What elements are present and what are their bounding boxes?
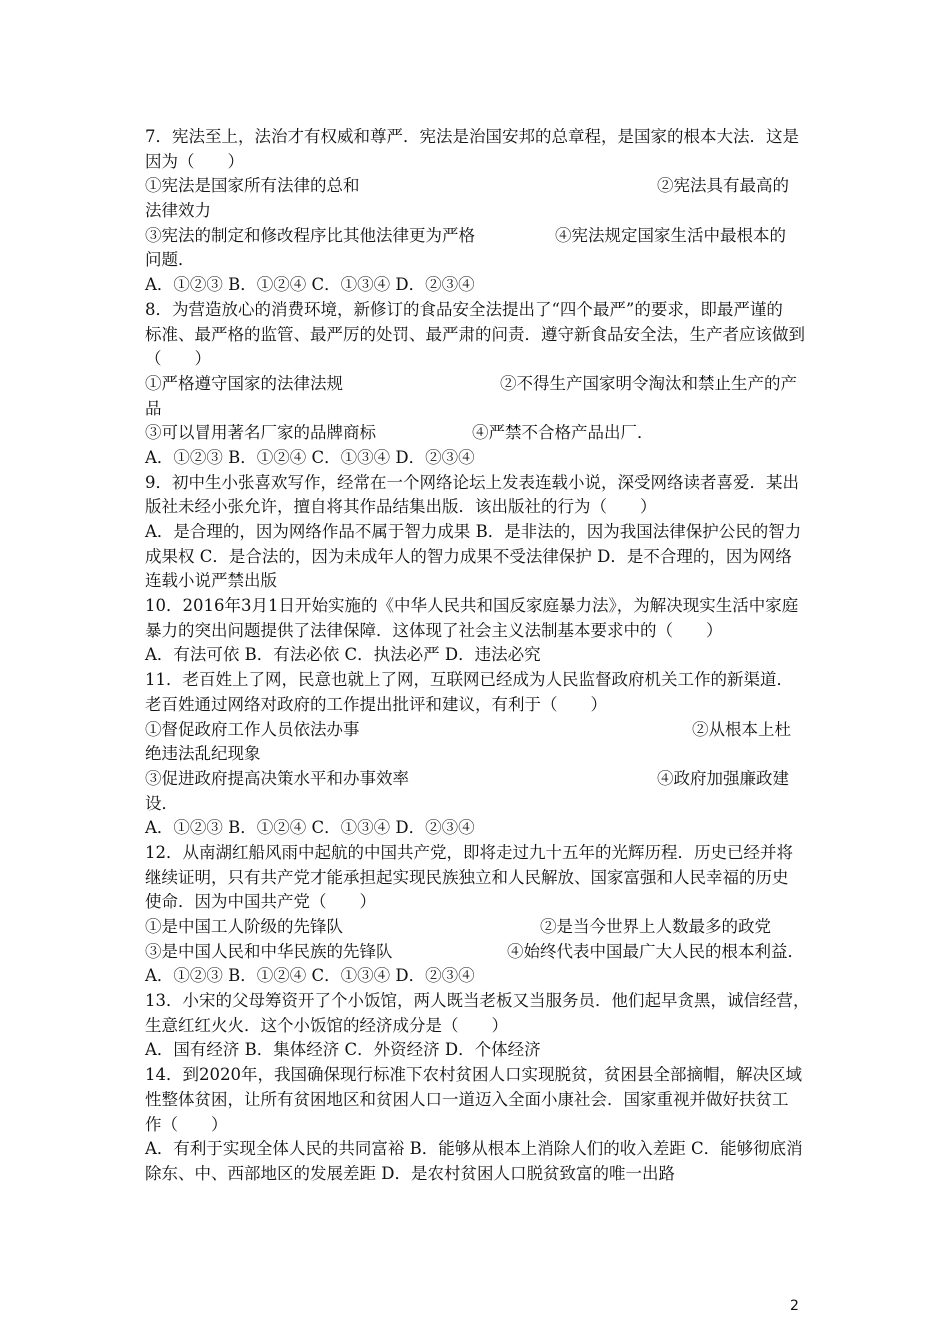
option: ②不得生产国家明令淘汰和禁止生产的产 [500, 373, 797, 393]
question-8 [145, 298, 813, 471]
option: ①是中国工人阶级的先锋队 [145, 917, 343, 936]
option: ③是中国人民和中华民族的先锋队 [145, 941, 393, 961]
question-text: 继续证明，只有共产党才能承担起实现民族独立和人民解放、国家富强和人民幸福的历史 [145, 867, 789, 887]
question-text: 性整体贫困，让所有贫困地区和贫困人口一道迈入全面小康社会．国家重视并做好扶贫工 [145, 1089, 789, 1109]
answer-choices: A．国有经济 B．集体经济 C．外资经济 D．个体经济 [145, 1040, 541, 1060]
option-continuation: 法律效力 [145, 201, 211, 221]
option: ③宪法的制定和修改程序比其他法律更为严格 [145, 225, 475, 245]
answer-choices: 连载小说严禁出版 [145, 571, 277, 591]
question-text: 版社未经小张允许，擅自将其作品结集出版．该出版社的行为（ ） [145, 497, 657, 517]
question-10 [145, 594, 813, 668]
option-row [145, 372, 813, 397]
answer-choices: A．是合理的，因为网络作品不属于智力成果 B．是非法的，因为我国法律保护公民的智力 [145, 522, 802, 541]
question-text: 使命．因为中国共产党（ ） [145, 892, 376, 912]
option: ④严禁不合格产品出厂． [472, 423, 654, 443]
answer-choices: A．①②③ B．①②④ C．①③④ D．②③④ [145, 275, 475, 295]
option-row [145, 224, 813, 249]
question-text: 暴力的突出问题提供了法律保障．这体现了社会主义法制基本要求中的（ ） [145, 620, 723, 640]
option: ①宪法是国家所有法律的总和 [145, 176, 360, 196]
question-text: 11．老百姓上了网，民意也就上了网，互联网已经成为人民监督政府机关工作的新渠道． [145, 670, 793, 690]
question-text: 8．为营造放心的消费环境，新修订的食品安全法提出了“四个最严”的要求，即最严谨的 [145, 299, 783, 319]
answer-choices: A．有利于实现全体人民的共同富裕 B．能够从根本上消除人们的收入差距 C．能够彻底消 [145, 1139, 803, 1159]
option: ②宪法具有最高的 [657, 176, 789, 196]
question-text: 7．宪法至上，法治才有权威和尊严．宪法是治国安邦的总章程，是国家的根本大法．这是 [145, 127, 799, 146]
question-text: 13．小宋的父母筹资开了个小饭馆，两人既当老板又当服务员．他们起早贪黑，诚信经营， [145, 991, 810, 1011]
option: ②从根本上杜 [692, 719, 791, 739]
option: ④宪法规定国家生活中最根本的 [555, 225, 786, 245]
option-row [145, 767, 813, 792]
question-12 [145, 841, 813, 989]
option-row [145, 174, 813, 199]
option-row [145, 421, 813, 446]
answer-choices: A．①②③ B．①②④ C．①③④ D．②③④ [145, 966, 475, 986]
question-text: 生意红红火火．这个小饭馆的经济成分是（ ） [145, 1015, 508, 1035]
option: ①督促政府工作人员依法办事 [145, 719, 360, 739]
question-14 [145, 1063, 813, 1186]
option: ④政府加强廉政建 [657, 768, 789, 788]
option-row [145, 940, 813, 965]
option-continuation: 问题． [145, 250, 195, 270]
option-continuation: 绝违法乱纪现象 [145, 744, 261, 764]
option-row [145, 915, 813, 940]
question-text: 9．初中生小张喜欢写作，经常在一个网络论坛上发表连载小说，深受网络读者喜爱．某出 [145, 472, 799, 492]
question-list [145, 125, 813, 1187]
option-continuation: 品 [145, 398, 162, 418]
option-row [145, 718, 813, 743]
question-13 [145, 989, 813, 1063]
option: ①严格遵守国家的法律法规 [145, 373, 343, 393]
option: ③促进政府提高决策水平和办事效率 [145, 768, 409, 788]
question-text: 标准、最严格的监管、最严厉的处罚、最严肃的问责．遵守新食品安全法，生产者应该做到 [145, 324, 805, 344]
question-text: 作（ ） [145, 1114, 228, 1134]
question-text: 14．到2020年，我国确保现行标准下农村贫困人口实现脱贫，贫困县全部摘帽，解决区域 [145, 1065, 802, 1085]
answer-choices: 除东、中、西部地区的发展差距 D．是农村贫困人口脱贫致富的唯一出路 [145, 1163, 675, 1183]
answer-choices: A．有法可依 B．有法必依 C．执法必严 D．违法必究 [145, 645, 541, 665]
question-text: 12．从南湖红船风雨中起航的中国共产党，即将走过九十五年的光辉历程．历史已经并将 [145, 842, 793, 862]
question-7 [145, 125, 813, 298]
question-text: 10．2016年3月1日开始实施的《中华人民共和国反家庭暴力法》，为解决现实生活中家庭 [145, 596, 799, 616]
option-continuation: 设． [145, 793, 178, 813]
question-text: 因为（ ） [145, 151, 244, 171]
answer-choices: 成果权 C．是合法的，因为未成年人的智力成果不受法律保护 D．是不合理的，因为网络 [145, 546, 792, 566]
question-text: 老百姓通过网络对政府的工作提出批评和建议，有利于（ ） [145, 694, 607, 714]
option: ③可以冒用著名厂家的品牌商标 [145, 423, 376, 443]
option: ②是当今世界上人数最多的政党 [540, 917, 771, 936]
page-number: 2 [790, 1298, 799, 1314]
question-9 [145, 471, 813, 594]
question-11 [145, 668, 813, 841]
option: ④始终代表中国最广大人民的根本利益． [507, 941, 804, 961]
question-text: （ ） [145, 349, 211, 369]
answer-choices: A．①②③ B．①②④ C．①③④ D．②③④ [145, 818, 475, 838]
answer-choices: A．①②③ B．①②④ C．①③④ D．②③④ [145, 447, 475, 467]
